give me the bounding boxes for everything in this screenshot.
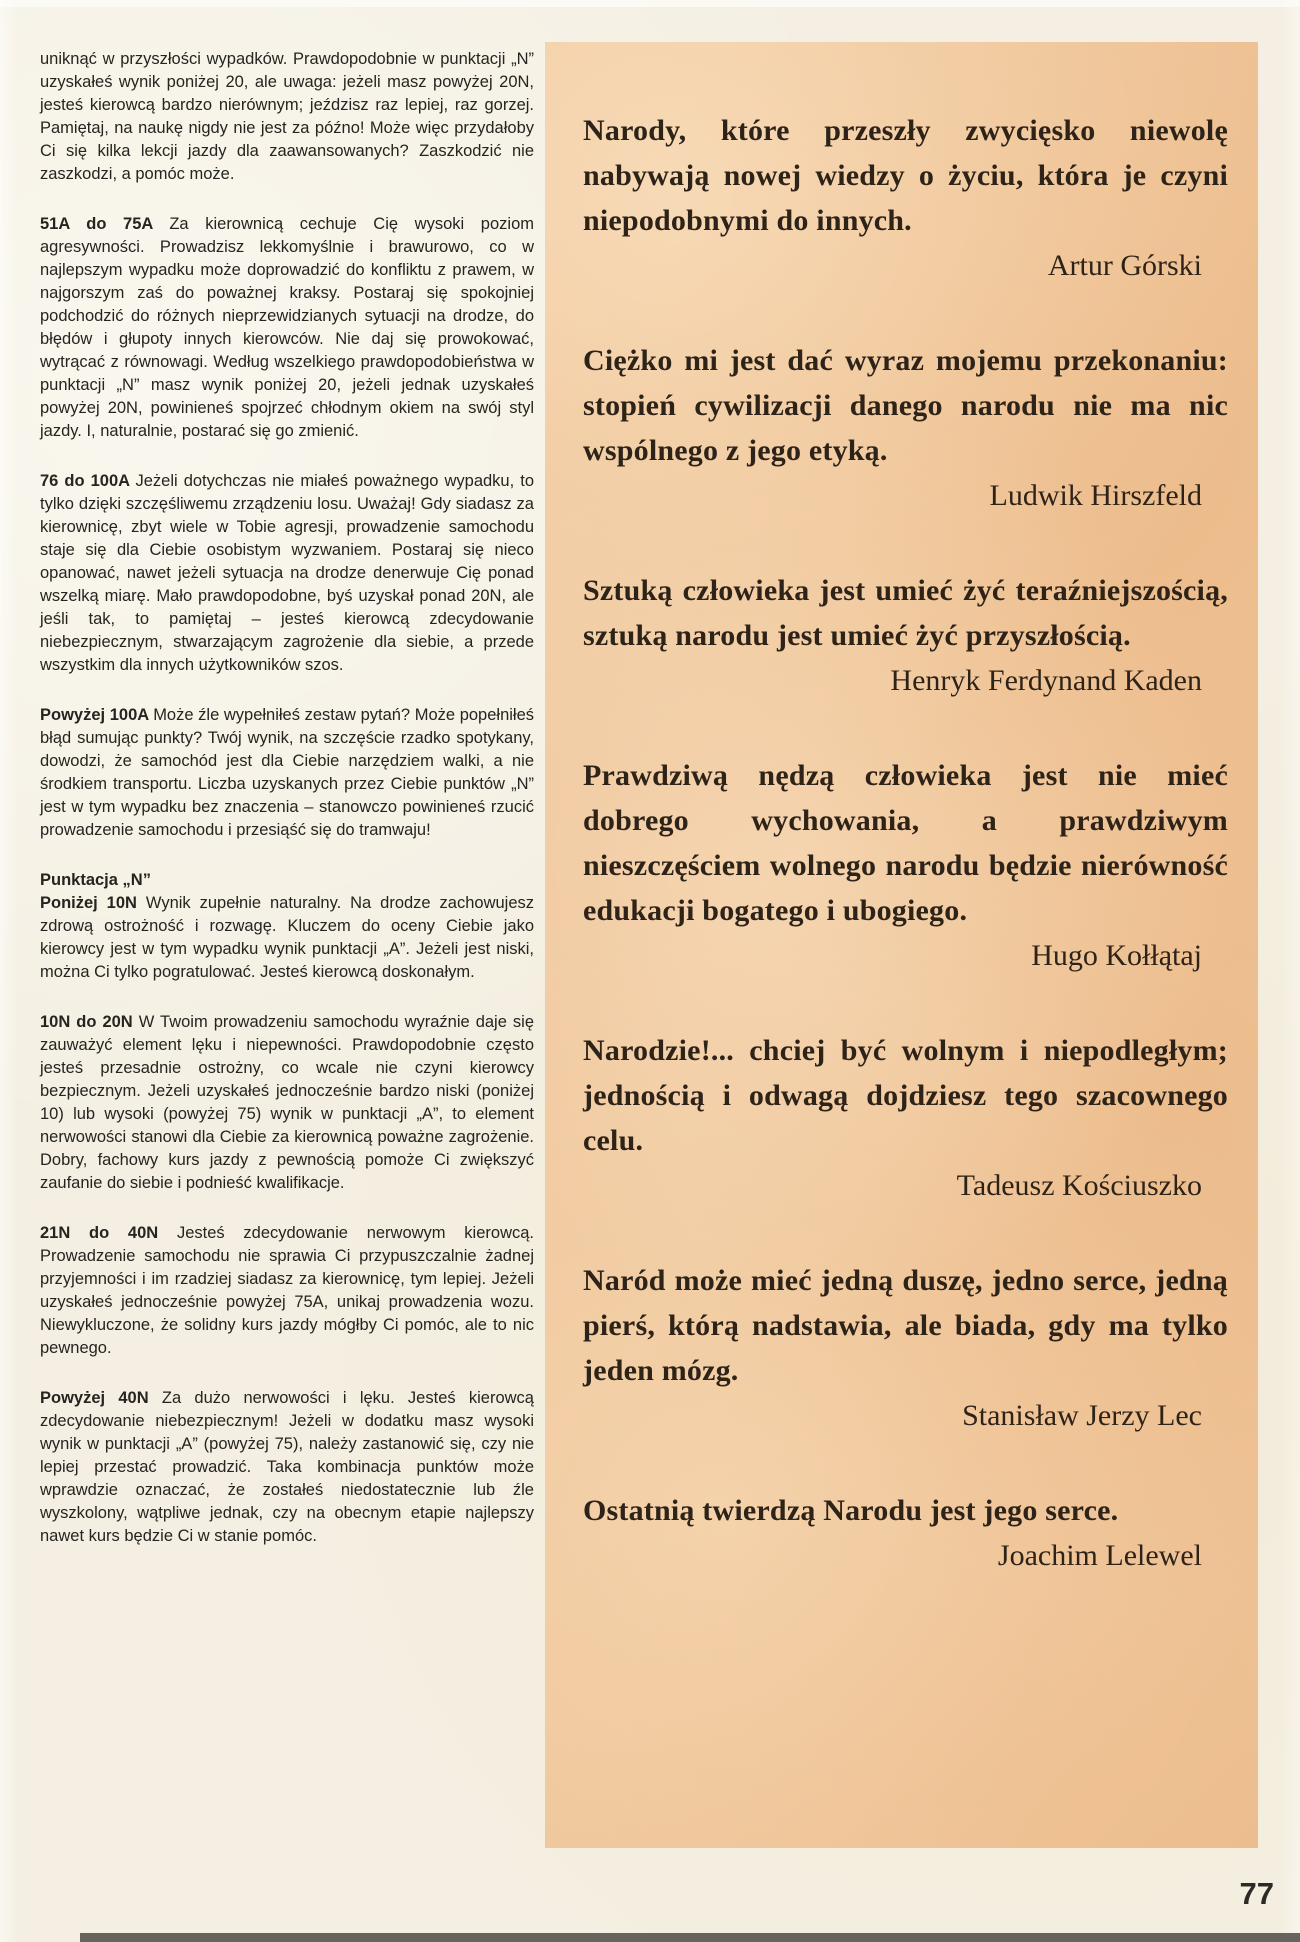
paragraph-powyzej-40n xyxy=(40,1387,534,1548)
paragraph-lead: Powyżej 100A xyxy=(40,706,154,724)
paragraph-text: Za kierownicą cechuje Cię wysoki poziom agresywności. Prowadzisz lekkomyślnie i brawurowo, co w najlepszym wypadku może doprowadzić do konfliktu z prawem, w najgorszym zaś do poważnej kraksy. Postaraj się spokojniej podchodzić do różnych nieprzewidzianych sytuacji na drodze, do błędów i głupoty innych kierowców. Nie daj się prowokować, wytrącać z równowagi. Według wszelkiego prawdopodobieństwa w punktacji „N” masz wynik poniżej 20, jeżeli jednak uzyskałeś powyżej 20N, powinieneś spojrzeć chłodnym okiem na swój styl jazdy. I, naturalnie, postarać się go zmienić. xyxy=(40,215,534,440)
paragraph-lead: 76 do 100A xyxy=(40,472,136,490)
scan-bottom-edge xyxy=(80,1933,1300,1942)
paragraph-ponizej-10n xyxy=(40,892,534,984)
paragraph-lead: 10N do 20N xyxy=(40,1013,139,1031)
quotes-panel xyxy=(545,42,1258,1848)
quote-block xyxy=(583,338,1228,518)
quote-text: Sztuką człowieka jest umieć żyć teraźniejszością, sztuką narodu jest umieć żyć przyszłością. xyxy=(583,574,1228,652)
quote-author: Stanisław Jerzy Lec xyxy=(962,1399,1202,1432)
paragraph-21n-40n xyxy=(40,1222,534,1360)
paragraph-lead: 51A do 75A xyxy=(40,215,170,233)
quote-author: Tadeusz Kościuszko xyxy=(956,1169,1202,1202)
quote-author: Joachim Lelewel xyxy=(997,1539,1202,1572)
article-column xyxy=(40,48,534,1575)
paragraph-76-100a xyxy=(40,470,534,677)
quote-text: Narodzie!... chciej być wolnym i niepodległym; jednością i odwagą dojdziesz tego szacownego celu. xyxy=(583,1034,1228,1157)
paragraph-text: Jesteś zdecydowanie nerwowym kierowcą. Prowadzenie samochodu nie sprawia Ci przypuszczalnie żadnej przyjemności i im rzadziej siadasz za kierownicę, tym lepiej. Jeżeli uzyskałeś jednocześnie powyżej 75A, unikaj prowadzenia wozu. Niewykluczone, że solidny kurs jazdy mógłby Ci pomóc, ale to nic pewnego. xyxy=(40,1224,534,1357)
paragraph-51a-75a xyxy=(40,213,534,443)
quote-text: Ostatnią twierdzą Narodu jest jego serce. xyxy=(583,1494,1119,1527)
quote-block xyxy=(583,753,1228,978)
quote-block xyxy=(583,108,1228,288)
quote-author: Ludwik Hirszfeld xyxy=(989,479,1202,512)
section-heading-text: Punktacja „N” xyxy=(40,871,151,889)
quote-author: Hugo Kołłątaj xyxy=(1031,939,1202,972)
paragraph-continuation xyxy=(40,48,534,186)
quote-text: Narody, które przeszły zwycięsko niewolę nabywają nowej wiedzy o życiu, która je czyni niepodobnymi do innych. xyxy=(583,114,1228,237)
page-number: 77 xyxy=(1239,1876,1274,1911)
paragraph-text: Może źle wypełniłeś zestaw pytań? Może popełniłeś błąd sumując punkty? Twój wynik, na szczęście rzadko spotykany, dowodzi, że samochód jest dla Ciebie narzędziem walki, a nie środkiem transportu. Liczba uzyskanych przez Ciebie punktów „N” jest w tym wypadku bez znaczenia – stanowczo powinieneś rzucić prowadzenie samochodu i przesiąść się do tramwaju! xyxy=(40,706,534,839)
quote-block xyxy=(583,568,1228,703)
quote-text: Ciężko mi jest dać wyraz mojemu przekonaniu: stopień cywilizacji danego narodu nie ma nic wspólnego z jego etyką. xyxy=(583,344,1228,467)
quote-block xyxy=(583,1488,1228,1578)
paragraph-text: Wynik zupełnie naturalny. Na drodze zachowujesz zdrową ostrożność i rozwagę. Kluczem do oceny Ciebie jako kierowcy jest w tym wypadku wynik punktacji „A”. Jeżeli jest niski, można Ci tylko pogratulować. Jesteś kierowcą doskonałym. xyxy=(40,894,534,981)
paragraph-lead: 21N do 40N xyxy=(40,1224,177,1242)
paragraph-10n-20n xyxy=(40,1011,534,1195)
paragraph-text: uniknąć w przyszłości wypadków. Prawdopodobnie w punktacji „N” uzyskałeś wynik poniżej 20, ale uwaga: jeżeli masz powyżej 20N, jesteś kierowcą bardzo nierównym; jeździsz raz lepiej, raz gorzej. Pamiętaj, na naukę nigdy nie jest za późno! Może więc przydałoby Ci się kilka lekcji jazdy dla zaawansowanych? Zaszkodzić nie zaszkodzi, a pomóc może. xyxy=(40,50,534,183)
quote-block xyxy=(583,1258,1228,1438)
quote-block xyxy=(583,1028,1228,1208)
paragraph-text: W Twoim prowadzeniu samochodu wyraźnie daje się zauważyć element lęku i niepewności. Prawdopodobnie często jesteś przesadnie ostrożny, co wcale nie czyni kierowcy bezpiecznym. Jeżeli uzyskałeś jednocześnie bardzo niski (poniżej 10) lub wysoki (powyżej 75) wynik w punktacji „A”, to element nerwowości stanowi dla Ciebie za kierownicą poważne zagrożenie. Dobry, fachowy kurs jazdy z pewnością pomoże Ci zwiększyć zaufanie do siebie i podnieść kwalifikacje. xyxy=(40,1013,534,1192)
quote-text: Naród może mieć jedną duszę, jedno serce, jedną pierś, którą nadstawia, ale biada, gdy ma tylko jeden mózg. xyxy=(583,1264,1228,1387)
paragraph-text: Jeżeli dotychczas nie miałeś poważnego wypadku, to tylko dzięki szczęśliwemu zrządzeniu losu. Uważaj! Gdy siadasz za kierownicę, zbyt wiele w Tobie agresji, prowadzenie samochodu staje się dla Ciebie osobistym wyzwaniem. Postaraj się nieco opanować, nawet jeżeli sytuacja na drodze denerwuje Cię ponad wszelką miarę. Mało prawdopodobne, byś uzyskał ponad 20N, ale jeśli tak, to pamiętaj – jesteś kierowcą zdecydowanie niebezpiecznym, stwarzającym zagrożenie dla siebie, a przede wszystkim dla innych użytkowników szos. xyxy=(40,472,534,674)
quote-text: Prawdziwą nędzą człowieka jest nie mieć dobrego wychowania, a prawdziwym nieszczęściem wolnego narodu będzie nierówność edukacji bogatego i ubogiego. xyxy=(583,759,1228,927)
paragraph-text: Za dużo nerwowości i lęku. Jesteś kierowcą zdecydowanie niebezpiecznym! Jeżeli w dodatku masz wysoki wynik w punktacji „A” (powyżej 75), należy zastanowić się, czy nie lepiej przestać prowadzić. Taka kombinacja punktów może wprawdzie oznaczać, że zostałeś niedostatecznie lub źle wyszkolony, wątpliwe jednak, czy na obecnym etapie najlepszy nawet kurs będzie Ci w stanie pomóc. xyxy=(40,1389,534,1545)
paragraph-lead: Poniżej 10N xyxy=(40,894,146,912)
paragraph-lead: Powyżej 40N xyxy=(40,1389,162,1407)
quote-author: Artur Górski xyxy=(1047,249,1202,282)
scan-top-edge xyxy=(0,0,1300,7)
paragraph-powyzej-100a xyxy=(40,704,534,842)
section-heading-punktacja-n xyxy=(40,869,534,892)
quote-author: Henryk Ferdynand Kaden xyxy=(890,664,1202,697)
